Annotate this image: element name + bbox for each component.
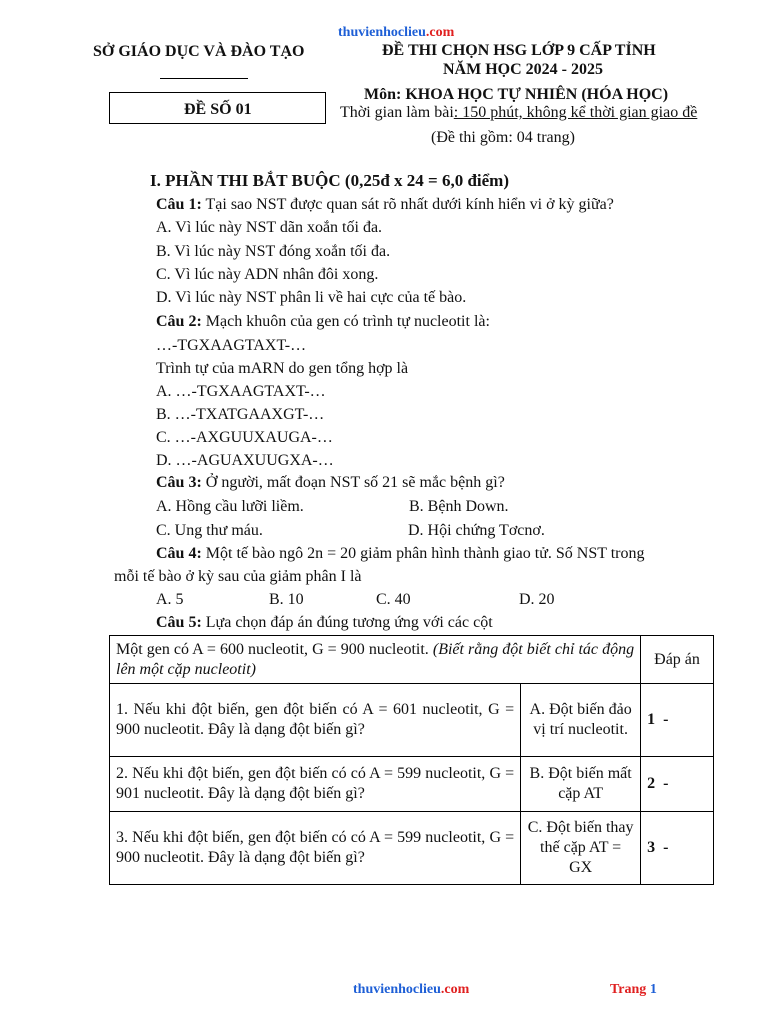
footer-tld: .com <box>440 982 470 997</box>
q4-stem <box>156 545 644 563</box>
q2-text: Mạch khuôn của gen có trình tự nucleotit là: <box>201 313 490 330</box>
row-option: A. Đột biến đảo vị trí nucleotit. <box>521 684 641 757</box>
q4-stem-cont: mỗi tế bào ở kỳ sau của giảm phân I là <box>114 568 362 585</box>
watermark-site: thuvienhoclieu <box>338 25 426 40</box>
exam-title: ĐỀ THI CHỌN HSG LỚP 9 CẤP TỈNH <box>382 42 656 59</box>
table-header-row <box>110 636 714 684</box>
q2-sequence: …-TGXAAGTAXT-… <box>156 337 307 354</box>
q5-label: Câu 5: <box>156 614 202 631</box>
q5-matching-table <box>109 635 714 885</box>
q4-option-c: C. 40 <box>376 591 411 608</box>
q3-option-b: B. Bệnh Down. <box>409 498 509 515</box>
q3-label: Câu 3: <box>156 474 202 491</box>
row-question: 1. Nếu khi đột biến, gen đột biến có A = 601 nucleotit, G = 900 nucleotit. Đây là dạng đột biến gì? <box>110 684 521 757</box>
bottom-watermark <box>353 982 469 998</box>
header-text: Một gen có A = 600 nucleotit, G = 900 nucleotit. <box>116 640 433 658</box>
row-option: B. Đột biến mất cặp AT <box>521 757 641 812</box>
q1-text: Tại sao NST được quan sát rõ nhất dưới kính hiển vi ở kỳ giữa? <box>201 196 614 213</box>
table-row <box>110 757 714 812</box>
q5-stem <box>156 614 493 632</box>
org-underline <box>160 78 248 79</box>
table-header-answer: Đáp án <box>641 636 714 684</box>
page-count: (Đề thi gồm: 04 trang) <box>431 129 575 146</box>
row-answer: 2 - <box>641 757 714 812</box>
time-rest: : 150 phút, không kể thời gian giao đề <box>453 104 698 121</box>
row-answer: 1 - <box>641 684 714 757</box>
q2-option-b: B. …-TXATGAAXGT-… <box>156 406 325 423</box>
footer-site: thuvienhoclieu <box>353 982 441 997</box>
q5-text: Lựa chọn đáp án đúng tương ứng với các cột <box>201 614 493 631</box>
table-row <box>110 684 714 757</box>
q1-stem <box>156 196 614 214</box>
q4-label: Câu 4: <box>156 545 202 562</box>
q4-text: Một tế bào ngô 2n = 20 giảm phân hình thành giao tử. Số NST trong <box>201 545 645 562</box>
header-note: (Biết rằng đột biết chỉ tác động lên một cặp nucleotit) <box>116 640 635 678</box>
row-option: C. Đột biến thay thế cặp AT = GX <box>521 812 641 885</box>
table-row <box>110 812 714 885</box>
q2-option-c: C. …-AXGUUXAUGA-… <box>156 429 333 446</box>
q4-option-d: D. 20 <box>519 591 555 608</box>
top-watermark <box>338 25 454 41</box>
q2-prompt: Trình tự của mARN do gen tổng hợp là <box>156 360 409 377</box>
q3-option-d: D. Hội chứng Tơcnơ. <box>408 522 545 539</box>
q1-option-b: B. Vì lúc này NST đóng xoắn tối đa. <box>156 243 391 260</box>
time-limit <box>340 104 697 122</box>
page-label: Trang <box>610 982 647 997</box>
q1-label: Câu 1: <box>156 196 202 213</box>
school-year: NĂM HỌC 2024 - 2025 <box>443 61 603 78</box>
q3-text: Ở người, mất đoạn NST số 21 sẽ mắc bệnh gì? <box>201 474 505 491</box>
page-number: 1 <box>649 982 657 997</box>
page-indicator <box>610 982 657 998</box>
time-prefix: Thời gian làm bài <box>340 104 454 121</box>
q3-option-a: A. Hồng cầu lưỡi liềm. <box>156 498 304 515</box>
watermark-tld: .com <box>425 25 455 40</box>
q4-option-b: B. 10 <box>269 591 304 608</box>
q1-option-d: D. Vì lúc này NST phân li về hai cực của tế bào. <box>156 289 467 306</box>
row-answer: 3 - <box>641 812 714 885</box>
row-question: 2. Nếu khi đột biến, gen đột biến có có A = 599 nucleotit, G = 901 nucleotit. Đây là dạng đột biến gì? <box>110 757 521 812</box>
subject: Môn: KHOA HỌC TỰ NHIÊN (HÓA HỌC) <box>364 86 669 103</box>
q4-option-a: A. 5 <box>156 591 184 608</box>
org-name: SỞ GIÁO DỤC VÀ ĐÀO TẠO <box>93 43 305 60</box>
q3-stem <box>156 474 505 492</box>
q2-option-a: A. …-TGXAAGTAXT-… <box>156 383 326 400</box>
row-question: 3. Nếu khi đột biến, gen đột biến có có A = 599 nucleotit, G = 900 nucleotit. Đây là dạng đột biến gì? <box>110 812 521 885</box>
q1-option-a: A. Vì lúc này NST dãn xoắn tối đa. <box>156 219 383 236</box>
q1-option-c: C. Vì lúc này ADN nhân đôi xong. <box>156 266 379 283</box>
q2-label: Câu 2: <box>156 313 202 330</box>
q2-stem <box>156 313 490 331</box>
exam-code: ĐỀ SỐ 01 <box>184 101 252 118</box>
table-header-question <box>110 636 641 684</box>
q2-option-d: D. …-AGUAXUUGXA-… <box>156 452 334 469</box>
q3-option-c: C. Ung thư máu. <box>156 522 263 539</box>
section-title: I. PHẦN THI BẮT BUỘC (0,25đ x 24 = 6,0 điểm) <box>150 171 510 190</box>
